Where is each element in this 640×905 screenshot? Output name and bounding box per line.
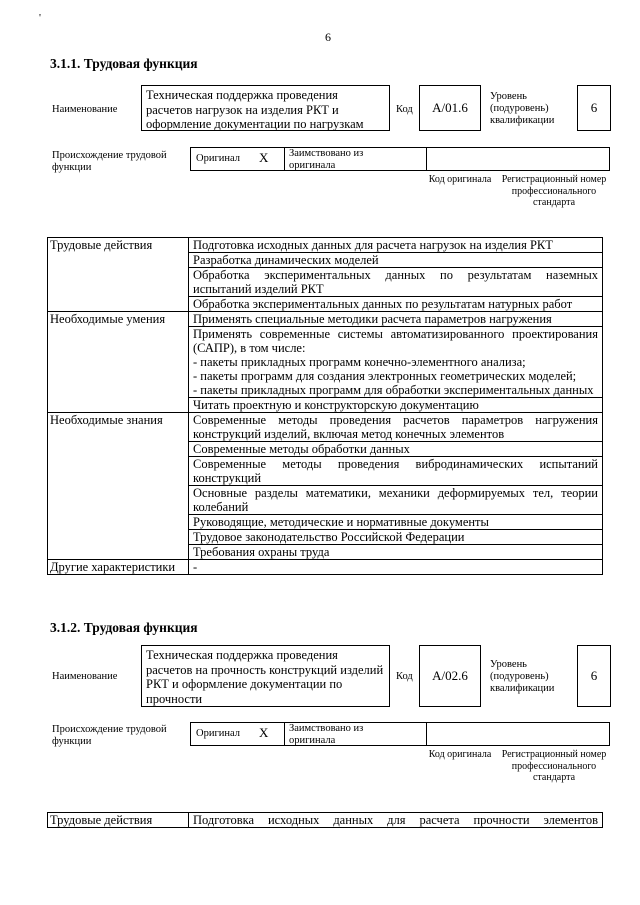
level-label-2: Уровень (подуровень) квалификации <box>490 659 555 694</box>
code-value-2: А/02.6 <box>419 645 481 707</box>
list-item: Требования охраны труда <box>189 545 603 560</box>
code-original-caption-2: Код оригинала <box>428 749 492 760</box>
list-item: Читать проектную и конструкторскую документацию <box>189 398 603 413</box>
original-label-2: Оригинал <box>196 728 240 739</box>
level-label-1: Уровень (подуровень) квалификации <box>490 91 555 126</box>
borrowed-label-2: Заимствовано из оригинала <box>289 723 364 746</box>
row-head-labor-actions-2: Трудовые действия <box>48 813 189 828</box>
row-head-knowledge: Необходимые знания <box>48 413 189 560</box>
list-item: Современные методы проведения расчетов параметров нагружения конструкций изделий, включая метод конечных элементов <box>189 413 603 442</box>
list-item: - <box>189 560 603 575</box>
function-name-2: Техническая поддержка проведения расчетов на прочность конструкций изделий РКТ и оформление документации по прочности <box>141 645 390 707</box>
list-item: Трудовое законодательство Российской Федерации <box>189 530 603 545</box>
origin-table-2 <box>190 722 610 746</box>
table-row <box>48 560 603 575</box>
list-item: Обработка экспериментальных данных по результатам наземных испытаний изделий РКТ <box>189 268 603 297</box>
name-label-1: Наименование <box>52 104 118 115</box>
function-table-2 <box>47 812 603 828</box>
row-head-other: Другие характеристики <box>48 560 189 575</box>
original-mark-1: X <box>259 150 269 165</box>
row-head-labor-actions: Трудовые действия <box>48 238 189 312</box>
table-row <box>48 813 603 828</box>
list-item: Применять специальные методики расчета параметров нагружения <box>189 312 603 327</box>
list-item: Подготовка исходных данных для расчета нагрузок на изделия РКТ <box>189 238 603 253</box>
code-label-1: Код <box>396 104 413 115</box>
table-row <box>48 238 603 253</box>
list-item: Разработка динамических моделей <box>189 253 603 268</box>
list-item: Основные разделы математики, механики деформируемых тел, теории колебаний <box>189 486 603 515</box>
function-table-1 <box>47 237 603 575</box>
code-value-1: А/01.6 <box>419 85 481 131</box>
borrowed-label-1: Заимствовано из оригинала <box>289 148 364 171</box>
level-value-2: 6 <box>577 645 611 707</box>
table-row <box>48 413 603 442</box>
origin-table-1 <box>190 147 610 171</box>
list-item: Подготовка исходных данных для расчета прочности элементов <box>189 813 603 828</box>
row-head-skills: Необходимые умения <box>48 312 189 413</box>
section-title-2: 3.1.2. Трудовая функция <box>50 620 198 635</box>
code-original-caption-1: Код оригинала <box>428 174 492 185</box>
name-label-2: Наименование <box>52 671 118 682</box>
table-row <box>48 312 603 327</box>
corner-mark: ' <box>39 12 41 24</box>
origin-label-2: Происхождение трудовой функции <box>52 724 167 747</box>
code-label-2: Код <box>396 671 413 682</box>
section-title-1: 3.1.1. Трудовая функция <box>50 56 198 71</box>
function-name-1: Техническая поддержка проведения расчетов нагрузок на изделия РКТ и оформление документации по нагрузкам <box>141 85 390 131</box>
reg-number-caption-2: Регистрационный номер профессионального стандарта <box>501 749 607 783</box>
list-item: Современные методы обработки данных <box>189 442 603 457</box>
list-item: Обработка экспериментальных данных по результатам натурных работ <box>189 297 603 312</box>
list-item: Современные методы проведения вибродинамических испытаний конструкций <box>189 457 603 486</box>
reg-number-caption-1: Регистрационный номер профессионального стандарта <box>501 174 607 208</box>
original-mark-2: X <box>259 725 269 740</box>
original-label-1: Оригинал <box>196 153 240 164</box>
level-value-1: 6 <box>577 85 611 131</box>
list-item: Применять современные системы автоматизированного проектирования (САПР), в том числе: - пакеты прикладных программ конечно-элементного анализа; - пакеты программ для создания электронных геометрических моделей; - пакеты прикладных программ для обработки экспериментальных данных <box>189 327 603 398</box>
list-item: Руководящие, методические и нормативные документы <box>189 515 603 530</box>
page-number: 6 <box>325 30 331 44</box>
origin-label-1: Происхождение трудовой функции <box>52 150 167 173</box>
